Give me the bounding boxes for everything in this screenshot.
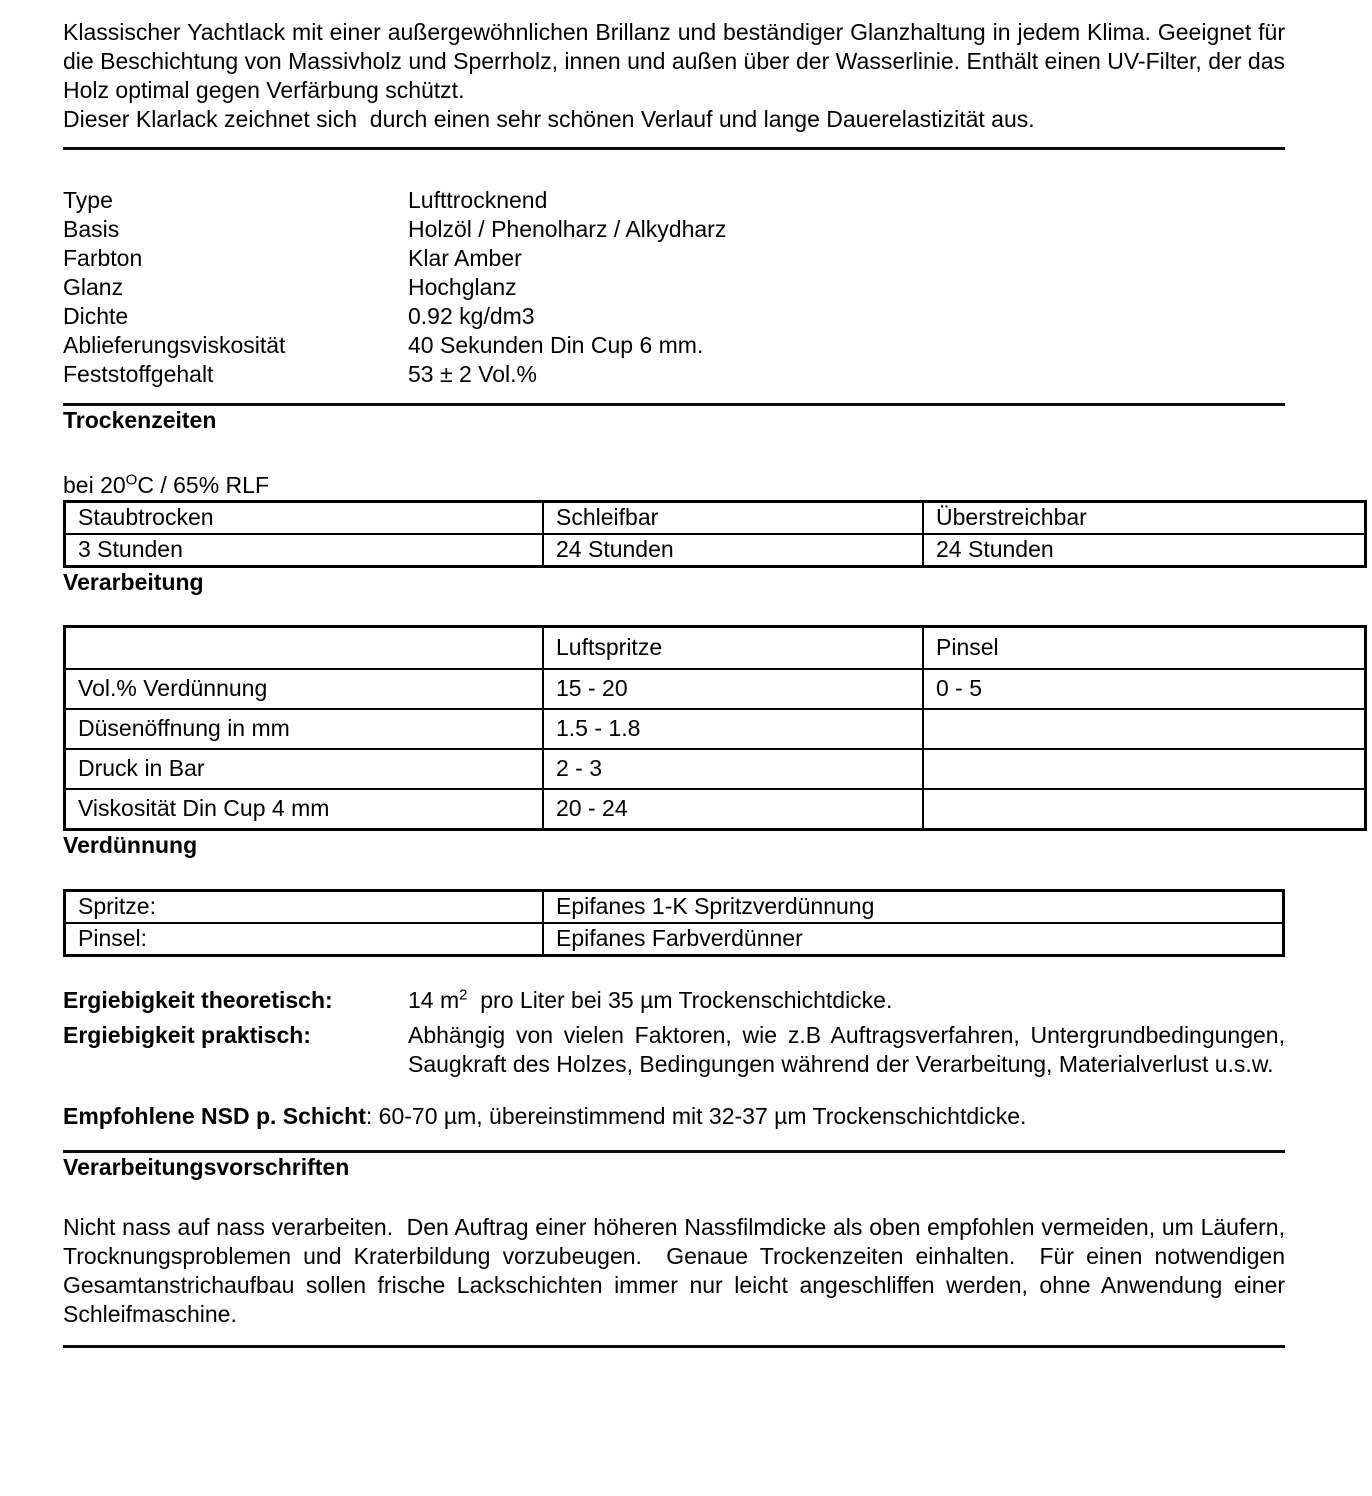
table-row (65, 789, 1366, 830)
property-label: Glanz (63, 274, 124, 300)
coverage-theoretical-value (408, 986, 1285, 1015)
header-cell: Pinsel (923, 627, 1366, 670)
table-cell: 24 Stunden (543, 534, 923, 567)
condition-text-post: C / 65% RLF (137, 472, 269, 498)
drying-times-table (63, 500, 1367, 568)
drying-times-heading: Trockenzeiten (63, 407, 217, 433)
drying-condition (63, 471, 1285, 500)
table-cell: 3 Stunden (65, 534, 544, 567)
properties-list (63, 186, 1285, 389)
table-row (65, 709, 1366, 749)
table-cell: Vol.% Verdünnung (65, 669, 544, 709)
property-label: Farbton (63, 245, 143, 271)
property-row (63, 302, 1285, 331)
property-label: Basis (63, 216, 120, 242)
instructions-heading: Verarbeitungsvorschriften (63, 1154, 350, 1180)
condition-text-pre: bei 20 (63, 472, 126, 498)
property-label: Ablieferungsviskosität (63, 332, 286, 358)
property-row (63, 186, 1285, 215)
divider-rule (63, 147, 1285, 150)
value-text-pre: 14 m (408, 987, 460, 1013)
table-cell: 2 - 3 (543, 749, 923, 789)
recommended-nsd-line (63, 1102, 1285, 1131)
thinning-table (63, 889, 1285, 957)
table-row (65, 923, 1284, 956)
header-cell (65, 627, 544, 670)
property-label: Feststoffgehalt (63, 361, 214, 387)
header-cell: Staubtrocken (65, 502, 544, 535)
table-cell: 20 - 24 (543, 789, 923, 830)
header-cell: Überstreichbar (923, 502, 1366, 535)
degree-superscript: O (125, 471, 138, 489)
processing-table (63, 625, 1367, 831)
intro-paragraph-2: Dieser Klarlack zeichnet sich durch einen sehr schönen Verlauf und lange Dauerelastizität aus. (63, 106, 1035, 132)
table-row (65, 669, 1366, 709)
property-value: Hochglanz (408, 274, 517, 300)
table-row (65, 534, 1366, 567)
property-label: Type (63, 187, 113, 213)
property-value: 40 Sekunden Din Cup 6 mm. (408, 332, 704, 358)
nsd-value: : 60-70 µm, übereinstimmend mit 32-37 µm Trockenschichtdicke. (365, 1103, 1027, 1129)
property-value: 0.92 kg/dm3 (408, 303, 535, 329)
divider-rule (63, 1345, 1285, 1348)
header-cell: Luftspritze (543, 627, 923, 670)
table-row (65, 891, 1284, 924)
intro-paragraph: Klassischer Yachtlack mit einer außergewöhnlichen Brillanz und beständiger Glanzhaltung in jedem Klima. Geeignet für die Beschichtung von Massivholz und Sperrholz, innen und außen über der Wasserlinie. Enthält einen UV-Filter, der das Holz optimal gegen Verfärbung schützt. (63, 19, 1292, 103)
table-cell (923, 709, 1366, 749)
property-row (63, 360, 1285, 389)
coverage-theoretical-label: Ergiebigkeit theoretisch: (63, 987, 333, 1013)
coverage-practical-value: Abhängig von vielen Faktoren, wie z.B Auftragsverfahren, Untergrundbedingungen, Saugkraft des Holzes, Bedingungen während der Verarbeitung, Materialverlust u.s.w. (408, 1022, 1292, 1077)
property-value: Klar Amber (408, 245, 522, 271)
table-cell: 24 Stunden (923, 534, 1366, 567)
table-cell: Pinsel: (65, 923, 544, 956)
table-cell (923, 789, 1366, 830)
property-label: Dichte (63, 303, 129, 329)
table-row (65, 749, 1366, 789)
header-cell: Schleifbar (543, 502, 923, 535)
value-text-post: pro Liter bei 35 µm Trockenschichtdicke. (467, 987, 893, 1013)
thinning-heading: Verdünnung (63, 832, 198, 858)
table-header-row (65, 627, 1366, 670)
table-cell: Druck in Bar (65, 749, 544, 789)
property-value: Holzöl / Phenolharz / Alkydharz (408, 216, 727, 242)
coverage-practical-row (63, 1021, 1292, 1079)
table-cell (923, 749, 1366, 789)
table-cell: Viskosität Din Cup 4 mm (65, 789, 544, 830)
instructions-paragraph: Nicht nass auf nass verarbeiten. Den Auftrag einer höheren Nassfilmdicke als oben empfohlen vermeiden, um Läufern, Trocknungsproblemen und Kraterbildung vorzubeugen. Genaue Trockenzeiten einhalten. Für einen notwendigen Gesamtanstrichaufbau sollen frische Lackschichten immer nur leicht angeschliffen werden, ohne Anwendung einer Schleifmaschine. (63, 1214, 1292, 1327)
property-value: Lufttrocknend (408, 187, 548, 213)
property-value: 53 ± 2 Vol.% (408, 361, 537, 387)
coverage-practical-label: Ergiebigkeit praktisch: (63, 1022, 311, 1048)
property-row (63, 331, 1285, 360)
table-header-row (65, 502, 1366, 535)
intro-section (63, 18, 1292, 134)
property-row (63, 273, 1285, 302)
processing-heading: Verarbeitung (63, 569, 204, 595)
table-cell: 15 - 20 (543, 669, 923, 709)
table-cell: 0 - 5 (923, 669, 1366, 709)
property-row (63, 244, 1285, 273)
table-cell: Epifanes Farbverdünner (543, 923, 1284, 956)
table-cell: Epifanes 1-K Spritzverdünnung (543, 891, 1284, 924)
table-cell: Düsenöffnung in mm (65, 709, 544, 749)
property-row (63, 215, 1285, 244)
coverage-section (63, 986, 1292, 1079)
table-cell: 1.5 - 1.8 (543, 709, 923, 749)
nsd-label: Empfohlene NSD p. Schicht (63, 1103, 366, 1129)
square-superscript: 2 (459, 986, 468, 1004)
coverage-theoretical-row (63, 986, 1285, 1015)
table-cell: Spritze: (65, 891, 544, 924)
